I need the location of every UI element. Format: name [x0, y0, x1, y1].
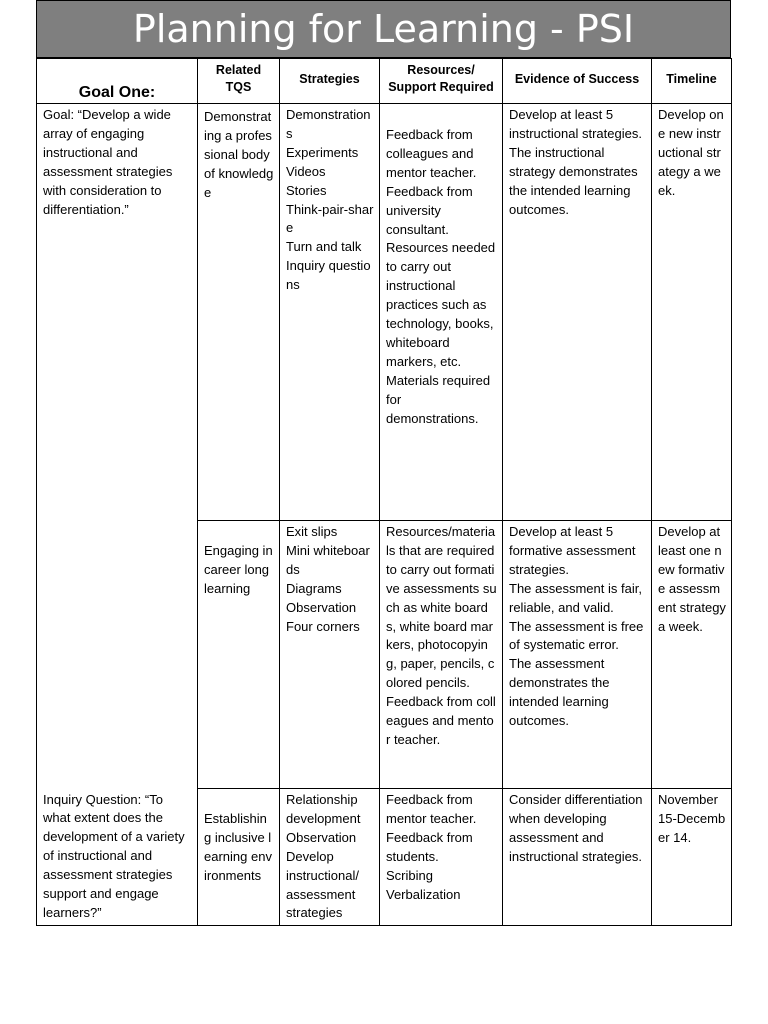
resource-item: Feedback from students. [386, 829, 473, 864]
strategy-item: Demonstrations [286, 107, 371, 141]
goal-one-heading: Goal One: [37, 59, 198, 104]
evidence-item: The assessment is free of systematic error. [509, 618, 644, 653]
resource-item: Resources/materials that are required to carry out formative assessments such as white boards, white board markers, photocopying, paper, pencils, colored pencils. [386, 524, 497, 691]
inquiry-question: Inquiry Question: “To what extent does the development of a variety of instructional and assessment strategies support and engage learners?” [37, 789, 198, 926]
timeline-cell: Develop one new instructional strategy a week. [652, 104, 732, 521]
resource-item: Feedback from colleagues and mentor teacher. [386, 694, 496, 747]
strategy-item: Develop instructional/ assessment strategies [286, 848, 359, 921]
evidence-item: The assessment demonstrates the intended learning outcomes. [509, 656, 610, 729]
header-evidence: Evidence of Success [503, 59, 652, 104]
resources-cell [380, 789, 503, 926]
evidence-item: Develop at least 5 instructional strategies. [509, 107, 642, 141]
resource-item: Feedback from university consultant. [386, 183, 473, 237]
evidence-item: Develop at least 5 formative assessment strategies. [509, 524, 636, 577]
tqs-cell: Engaging in career long learning [198, 521, 280, 789]
planning-table [36, 58, 732, 926]
header-timeline: Timeline [652, 59, 732, 104]
strategy-item: Stories [286, 182, 327, 198]
evidence-item: The instructional strategy demonstrates the intended learning outcomes. [509, 144, 638, 217]
strategy-item: Inquiry questions [286, 258, 371, 293]
planning-document [36, 0, 731, 926]
resource-item: Materials required for demonstrations. [386, 372, 491, 426]
timeline-cell: November 15-December 14. [652, 789, 732, 926]
tqs-cell: Demonstrating a professional body of knowledge [198, 104, 280, 521]
strategy-item: Experiments [286, 144, 359, 160]
strategy-item: Think-pair-share [286, 201, 374, 236]
strategy-item: Turn and talk [286, 239, 362, 255]
goal-spacer [37, 521, 198, 789]
resource-item: Feedback from colleagues and mentor teacher. [386, 127, 477, 180]
strategy-item: Four corners [286, 618, 360, 634]
header-resources: Resources/ Support Required [380, 59, 503, 104]
strategies-cell [280, 789, 380, 926]
tqs-cell: Establishing inclusive learning environments [198, 789, 280, 926]
resources-cell [380, 521, 503, 789]
table-row [37, 521, 732, 789]
header-related-tqs: Related TQS [198, 59, 280, 104]
timeline-cell: Develop at least one new formative assessment strategy a week. [652, 521, 732, 789]
evidence-item: The assessment is fair, reliable, and valid. [509, 580, 642, 615]
resource-item: Resources needed to carry out instructional practices such as technology, books, whiteboard markers, etc. [386, 240, 496, 369]
strategy-item: Observation [286, 829, 357, 845]
strategy-item: Exit slips [286, 524, 338, 539]
strategy-item: Mini whiteboards [286, 542, 370, 577]
strategies-cell [280, 521, 380, 789]
goal-statement: Goal: “Develop a wide array of engaging instructional and assessment strategies with consideration to differentiation.” [37, 104, 198, 521]
table-row [37, 789, 732, 926]
table-row [37, 104, 732, 521]
evidence-cell [503, 789, 652, 926]
strategy-item: Videos [286, 163, 326, 179]
header-row [37, 59, 732, 104]
evidence-item: Consider differentiation when developing assessment and instructional strategies. [509, 792, 643, 864]
resource-item: Feedback from mentor teacher. [386, 792, 477, 826]
title-bar [36, 0, 731, 58]
evidence-cell [503, 521, 652, 789]
strategies-cell [280, 104, 380, 521]
evidence-cell [503, 104, 652, 521]
strategy-item: Observation [286, 599, 357, 615]
resource-item: Scribing [386, 867, 433, 883]
strategy-item: Diagrams [286, 580, 342, 596]
resource-item: Verbalization [386, 886, 461, 902]
header-strategies: Strategies [280, 59, 380, 104]
resources-cell [380, 104, 503, 521]
page-title: Planning for Learning - PSI [132, 7, 635, 51]
strategy-item: Relationship development [286, 792, 361, 826]
